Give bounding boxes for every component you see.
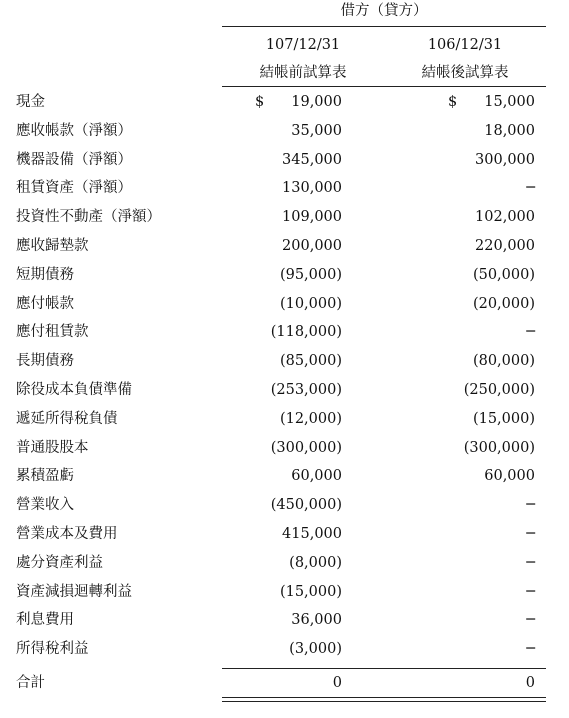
row-label: 投資性不動產（淨額）: [16, 209, 161, 226]
value-col2: ─: [526, 583, 535, 600]
total-value-col2: 0: [525, 675, 535, 691]
table-row: [0, 120, 569, 142]
row-label: 處分資產利益: [16, 554, 103, 571]
total-row: [0, 672, 569, 694]
value-col1: (118,000): [270, 324, 342, 341]
table-row: [0, 494, 569, 516]
value-col1: (15,000): [279, 583, 342, 600]
row-label: 應付租賃款: [16, 324, 89, 341]
row-label: 應收帳款（淨額）: [16, 122, 132, 139]
row-label: 租賃資產（淨額）: [16, 180, 132, 197]
table-row: [0, 609, 569, 631]
row-label: 應收歸墊款: [16, 238, 89, 254]
column-2-date: 106/12/31: [427, 37, 503, 53]
table-row: [0, 177, 569, 199]
row-label: 所得稅利益: [16, 641, 89, 658]
value-col2: (15,000): [472, 410, 535, 427]
row-label: 長期債務: [16, 353, 74, 370]
value-col2: ─: [526, 497, 535, 514]
total-label: 合計: [16, 675, 45, 691]
table-row: [0, 91, 569, 113]
value-col2: ─: [526, 526, 535, 542]
value-col2: 18,000: [484, 122, 535, 139]
row-label: 除役成本負債準備: [16, 382, 132, 398]
value-col2: ─: [526, 554, 535, 571]
header-top-rule: [222, 26, 546, 27]
table-row: [0, 408, 569, 430]
value-col1: (85,000): [279, 353, 342, 370]
table-row: [0, 379, 569, 401]
table-row: [0, 321, 569, 343]
value-col1: (12,000): [279, 410, 342, 427]
value-col2: ─: [526, 612, 535, 629]
value-col2: 15,000: [484, 94, 535, 110]
row-label: 機器設備（淨額）: [16, 151, 132, 168]
row-label: 累積盈虧: [16, 468, 74, 485]
row-label: 利息費用: [16, 612, 74, 629]
row-label: 營業成本及費用: [16, 526, 118, 542]
value-col2: ─: [526, 641, 535, 658]
value-col2: ─: [526, 324, 535, 341]
value-col1: 130,000: [282, 180, 342, 197]
row-label: 普通股股本: [16, 439, 89, 456]
total-double-rule-2: [222, 701, 546, 702]
table-row: [0, 638, 569, 660]
value-col1: 345,000: [282, 151, 342, 168]
total-double-rule-1: [222, 697, 546, 698]
value-col1: (10,000): [279, 295, 342, 312]
currency-symbol-col1: $: [255, 94, 265, 110]
value-col1: (300,000): [270, 439, 342, 456]
row-label: 遞延所得稅負債: [16, 410, 118, 427]
table-row: [0, 552, 569, 574]
value-col1: (3,000): [289, 641, 342, 658]
value-col1: 109,000: [282, 209, 342, 226]
value-col1: (8,000): [289, 554, 342, 571]
currency-symbol-col2: $: [448, 94, 458, 110]
total-top-rule: [222, 668, 546, 669]
value-col2: (20,000): [472, 295, 535, 312]
value-col2: 220,000: [475, 238, 535, 254]
table-row: [0, 465, 569, 487]
value-col2: 300,000: [475, 151, 535, 168]
value-col1: 19,000: [291, 94, 342, 110]
table-row: [0, 206, 569, 228]
table-row: [0, 293, 569, 315]
value-col2: ─: [526, 180, 535, 197]
table-row: [0, 149, 569, 171]
value-col2: (250,000): [463, 382, 535, 398]
table-row: [0, 581, 569, 603]
value-col1: 415,000: [282, 526, 342, 542]
column-2-title: 結帳後試算表: [421, 65, 509, 81]
header-bottom-rule: [222, 86, 546, 87]
value-col1: (253,000): [270, 382, 342, 398]
value-col1: 35,000: [291, 122, 342, 139]
debit-credit-header: 借方（貸方）: [340, 3, 428, 19]
column-1-title: 結帳前試算表: [259, 65, 347, 81]
value-col2: 102,000: [475, 209, 535, 226]
table-row: [0, 235, 569, 257]
row-label: 資產減損迴轉利益: [16, 583, 132, 600]
table-row: [0, 264, 569, 286]
value-col1: 60,000: [291, 468, 342, 485]
table-row: [0, 523, 569, 545]
value-col2: (300,000): [463, 439, 535, 456]
value-col1: (95,000): [279, 266, 342, 283]
table-row: [0, 350, 569, 372]
row-label: 應付帳款: [16, 295, 74, 312]
column-1-date: 107/12/31: [265, 37, 341, 53]
row-label: 現金: [16, 94, 45, 110]
value-col1: (450,000): [270, 497, 342, 514]
row-label: 短期債務: [16, 266, 74, 283]
row-label: 營業收入: [16, 497, 74, 514]
value-col1: 36,000: [291, 612, 342, 629]
value-col1: 200,000: [282, 238, 342, 254]
total-value-col1: 0: [332, 675, 342, 691]
value-col2: 60,000: [484, 468, 535, 485]
value-col2: (80,000): [472, 353, 535, 370]
table-row: [0, 437, 569, 459]
value-col2: (50,000): [472, 266, 535, 283]
